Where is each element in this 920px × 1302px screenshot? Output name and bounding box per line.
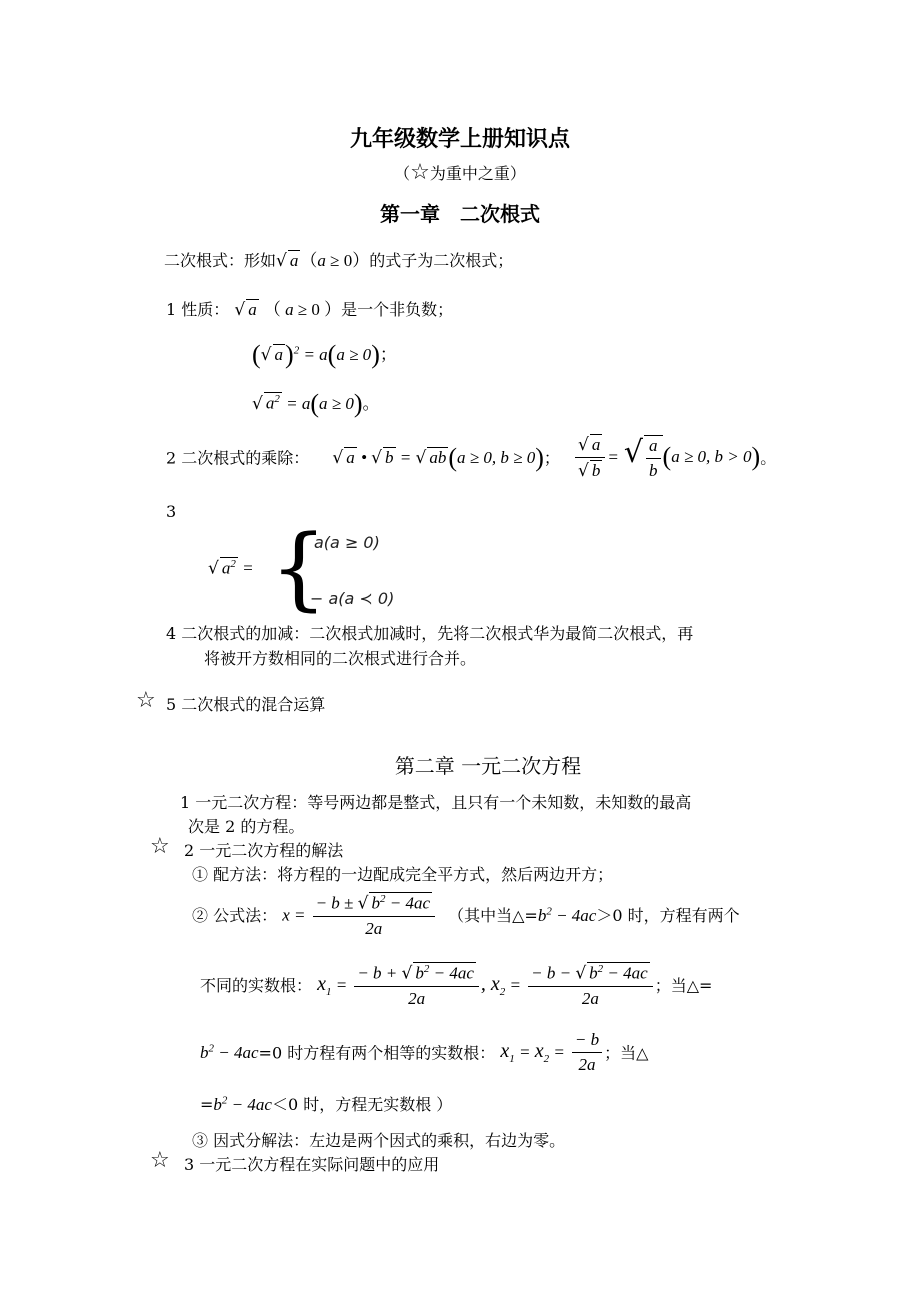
definition-prefix: 二次根式：形如 (164, 251, 277, 270)
distinct-roots-line: 不同的实数根： $x_1$ = $\frac{- b + √ b^2 - 4ac}{2a}$ , $x_2$ = $\frac{- b - √ b^2 - 4ac}{2a}$ ；当△= (200, 963, 713, 1009)
formula-equal-root: $\frac{- b}{2a}$ (572, 1030, 602, 1076)
formula-square-of-root: (√ a)$^2$ = a(a ≥ 0)； (252, 340, 397, 369)
item4-line1: 4 二次根式的加减：二次根式加减时，先将二次根式华为最简二次根式，再 (166, 624, 694, 643)
method3-line: ③ 因式分解法：左边是两个因式的乘积，右边为零。 (192, 1131, 566, 1150)
definition-line: 二次根式：形如√ a （a ≥ 0）的式子为二次根式； (164, 251, 514, 271)
ch2-item3-label: 3 一元二次方程在实际问题中的应用 (184, 1155, 440, 1174)
method2-note-b: ＞0 时，方程有两个 (596, 906, 740, 926)
page-subtitle (0, 160, 920, 185)
no-roots-tail: ＜0 时，方程无实数根 ） (271, 1095, 453, 1114)
distinct-roots-tail: ；当△= (654, 976, 713, 996)
definition-suffix: 的式子为二次根式； (369, 251, 514, 270)
ch2-item1-line1: 1 一元二次方程：等号两边都是整式，且只有一个未知数，未知数的最高 (180, 793, 692, 812)
formula-sqrt-a-2: √ a (234, 300, 257, 320)
equal-roots-mid: =0 时方程有两个相等的实数根： (258, 1043, 496, 1063)
method2-note-a: （其中当△= (448, 906, 538, 926)
formula-root-x2: $\frac{- b - √ b^2 - 4ac}{2a}$ (528, 962, 653, 1009)
item1-suffix: 是一个非负数； (341, 300, 454, 319)
page-title: 九年级数学上册知识点 (349, 126, 570, 152)
formula-product: √ a • √ b = √ ab(a ≥ 0, b ≥ 0) (332, 443, 544, 473)
item5-label: 5 二次根式的混合运算 (166, 695, 326, 714)
formula-quotient-right: √ $\frac{a}{b}$ (a ≥ 0, b > 0) (623, 435, 761, 480)
no-roots-prefix: = (200, 1095, 214, 1114)
formula-quotient-left: $\frac{√ a}{√ b}$ (575, 434, 605, 482)
formula-root-x1: $\frac{- b + √ b^2 - 4ac}{2a}$ (354, 962, 479, 1009)
multiplication-line: 2 二次根式的乘除： √ a • √ b = √ ab(a ≥ 0, b ≥ 0)； $\frac{√ a}{√ b}$ = √ $\frac{a}{b}$ (a ≥ 0, b > 0)。 (166, 435, 777, 482)
star-icon: ☆ (150, 834, 170, 859)
item3-label: 3 (166, 502, 177, 521)
item2-sep: ； (543, 448, 560, 468)
star-icon: ☆ (410, 160, 430, 185)
distinct-roots-label: 不同的实数根： (200, 976, 313, 996)
method1-line: ① 配方法：将方程的一边配成完全平方式，然后两边开方； (192, 865, 614, 884)
case-nonnegative: a(a ≥ 0) (314, 533, 380, 552)
item1-label: 1 性质： (166, 300, 230, 319)
formula-quadratic: $\frac{- b \pm √ b^2 - 4ac}{2a}$ (313, 892, 435, 939)
brace-icon: { (270, 516, 328, 621)
ch2-item1-line2: 次是 2 的方程。 (188, 817, 305, 836)
item1-end: 。 (362, 394, 380, 413)
star-icon: ☆ (136, 688, 156, 713)
chapter1-heading: 第一章 二次根式 (380, 202, 540, 226)
ch2-item2-label: 2 一元二次方程的解法 (184, 841, 344, 860)
formula-root-of-square: √ $a^2 = a(a \ge 0)$。 (252, 389, 380, 418)
subtitle-text: 为重中之重） (429, 164, 526, 183)
equal-roots-line: $b^2 - 4ac=0$ 时方程有两个相等的实数根： $x_1 = x_2$ = $\frac{- b}{2a}$ ；当△ (200, 1030, 649, 1075)
equal-roots-tail: ；当△ (604, 1043, 649, 1063)
formula-root-square-lhs: √ $a^2$ = (208, 558, 254, 579)
item4-line2: 将被开方数相同的二次根式进行合并。 (204, 649, 477, 668)
item2-end: 。 (760, 448, 777, 468)
chapter2-heading: 第二章 一元二次方程 (394, 754, 582, 778)
method2-line: ② 公式法： x = $\frac{- b \pm √ b^2 - 4ac}{2a}$ （其中当$\triangle=b^2 - 4ac>0$ 时，方程有两个 (192, 893, 740, 939)
no-roots-line: $=b^2 - 4ac<0$ 时，方程无实数根 ） (200, 1094, 453, 1114)
property-line: 1 性质： √ a （ a ≥ 0 ）是一个非负数； (166, 300, 454, 320)
formula-sqrt-a: √ a (276, 251, 299, 271)
star-icon: ☆ (150, 1148, 170, 1173)
method2-label: ② 公式法： (192, 906, 278, 926)
item2-label: 2 二次根式的乘除： (166, 448, 310, 468)
case-negative: − a(a ≺ 0) (310, 589, 395, 608)
subtitle-open: （ (394, 164, 411, 183)
